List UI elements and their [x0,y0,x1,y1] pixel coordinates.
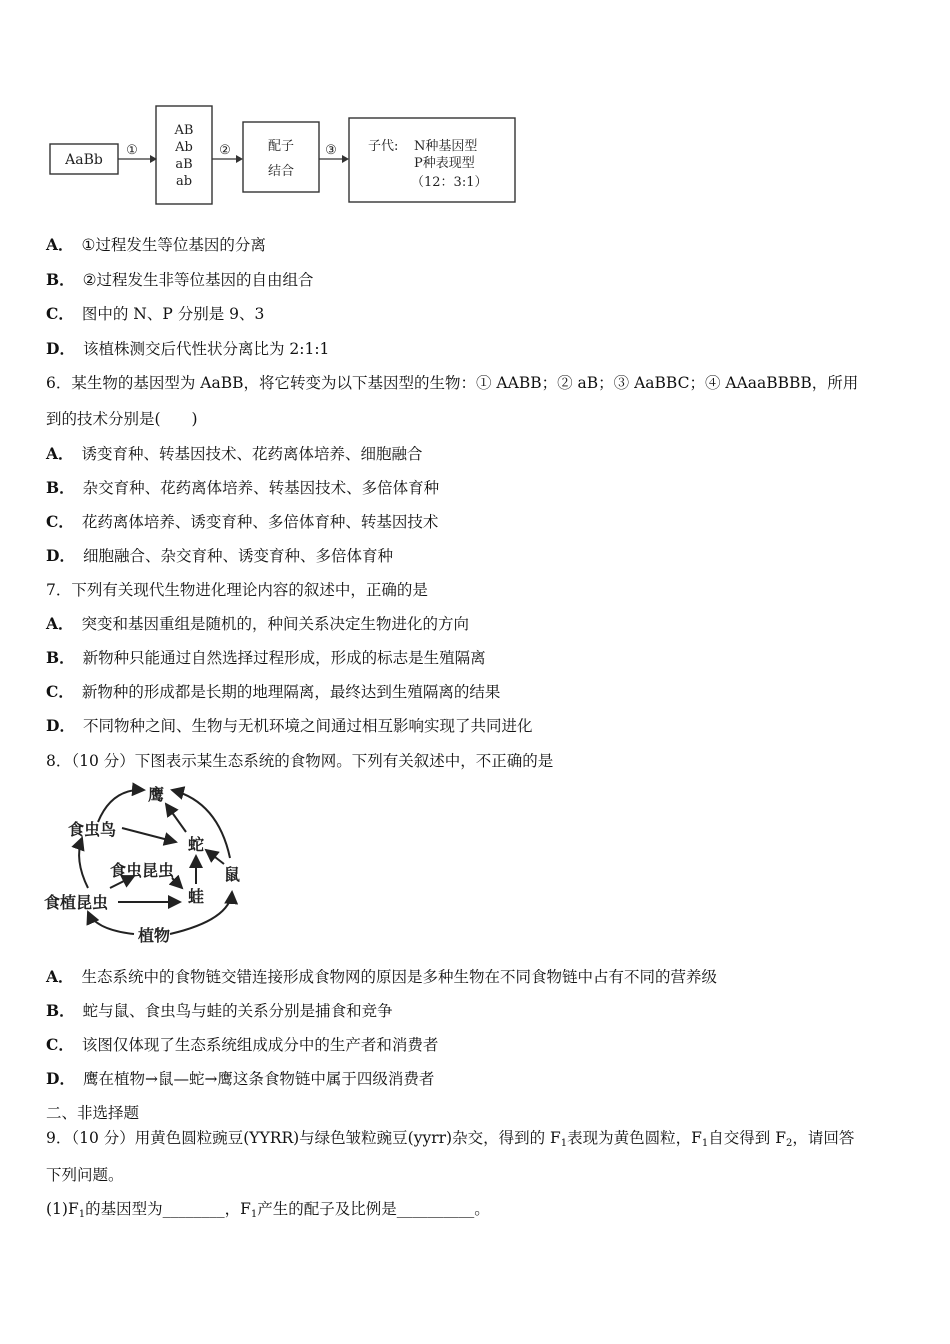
gamete-item: AB [174,123,194,138]
gamete-item: Ab [175,140,193,155]
q5-option-c: C． 图中的 N、P 分别是 9、3 [46,304,265,323]
answer-blank-1[interactable]: ________ [162,1200,225,1218]
arrow-mouse-to-snake [206,850,224,864]
step-3-marker: ③ [325,143,337,158]
q7-option-b: B． 新物种只能通过自然选择过程形成，形成的标志是生殖隔离 [46,648,486,667]
fertilization-box [243,122,319,192]
fertilization-label-top: 配子 [267,139,295,154]
fertilization-label-bottom: 结合 [267,164,295,179]
node-frog: 蛙 [187,887,205,906]
q6-stem-cont: 到的技术分别是( ) [46,410,198,428]
arrow-herbivore-to-bird [79,838,88,888]
food-web-diagram [40,780,250,950]
node-snake: 蛇 [187,835,205,854]
q8-option-c: C． 该图仅体现了生态系统组成成分中的生产者和消费者 [46,1035,439,1054]
gamete-process-diagram [46,100,526,210]
offspring-ratio: （12：3:1） [411,175,488,190]
q6-option-b: B． 杂交育种、花药离体培养、转基因技术、多倍体育种 [46,478,440,497]
arrow-bird-to-eagle [98,790,144,822]
arrow-plant-to-herbivore [88,912,134,934]
arrow-bird-to-snake [122,828,176,842]
parent-genotype: AaBb [65,152,103,168]
offspring-prefix: 子代: [368,139,399,154]
q6-option-a: A． 诱变育种、转基因技术、花药离体培养、细胞融合 [46,444,423,463]
q5-option-b: B． ②过程发生非等位基因的自由组合 [46,270,314,289]
gamete-item: ab [175,174,193,189]
node-eagle: 鹰 [147,785,165,804]
step-2-marker: ② [219,143,231,158]
offspring-phenotypes: P种表现型 [414,156,475,171]
section-heading: 二、非选择题 [46,1104,140,1122]
node-plant: 植物 [137,926,171,945]
gametes-box [156,106,212,204]
gamete-item: aB [175,157,193,172]
node-insectivorous-bird: 食虫鸟 [67,820,117,839]
q6-stem: 6．某生物的基因型为 AaBB，将它转变为以下基因型的生物：① AABB；② aB；③ AaBBC；④ AAaaBBBB，所用 [46,374,859,392]
q7-option-d: D． 不同物种之间、生物与无机环境之间通过相互影响实现了共同进化 [46,716,533,735]
node-mouse: 鼠 [223,865,241,884]
q6-option-c: C． 花药离体培养、诱变育种、多倍体育种、转基因技术 [46,512,439,531]
q9-part-1: $(1)F_1$的基因型为________，$F_1$产生的配子及比例是__________。 [46,1200,490,1220]
step-1-marker: ① [126,143,138,158]
q8-option-b: B． 蛇与鼠、食虫鸟与蛙的关系分别是捕食和竞争 [46,1001,393,1020]
q8-stem: 8．（10 分）下图表示某生态系统的食物网。下列有关叙述中，不正确的是 [46,752,554,770]
q9-stem: 9．（10 分）用黄色圆粒豌豆(YYRR)与绿色皱粒豌豆(yyrr)杂交，得到的 $F_1$表现为黄色圆粒，$F_1$自交得到 $F_2$，请回答 [46,1129,855,1149]
arrow-snake-to-eagle [166,804,186,832]
node-insectivorous-insect: 食虫昆虫 [109,861,175,880]
q7-stem: 7．下列有关现代生物进化理论内容的叙述中，正确的是 [46,581,428,599]
q7-option-a: A． 突变和基因重组是随机的，种间关系决定生物进化的方向 [46,614,470,633]
q5-option-d: D． 该植株测交后代性状分离比为 2:1:1 [46,339,330,358]
q6-option-d: D． 细胞融合、杂交育种、诱变育种、多倍体育种 [46,546,393,565]
q8-option-d: D． 鹰在植物→鼠—蛇→鹰这条食物链中属于四级消费者 [46,1069,435,1088]
node-herbivorous-insect: 食植昆虫 [43,893,109,912]
q7-option-c: C． 新物种的形成都是长期的地理隔离，最终达到生殖隔离的结果 [46,682,501,701]
offspring-genotypes: N种基因型 [414,139,478,154]
q5-option-a: A． ①过程发生等位基因的分离 [46,235,266,254]
answer-blank-2[interactable]: __________ [396,1200,475,1218]
q9-stem-cont: 下列问题。 [46,1166,124,1184]
q8-option-a: A． 生态系统中的食物链交错连接形成食物网的原因是多种生物在不同食物链中占有不同的营养级 [46,967,718,986]
